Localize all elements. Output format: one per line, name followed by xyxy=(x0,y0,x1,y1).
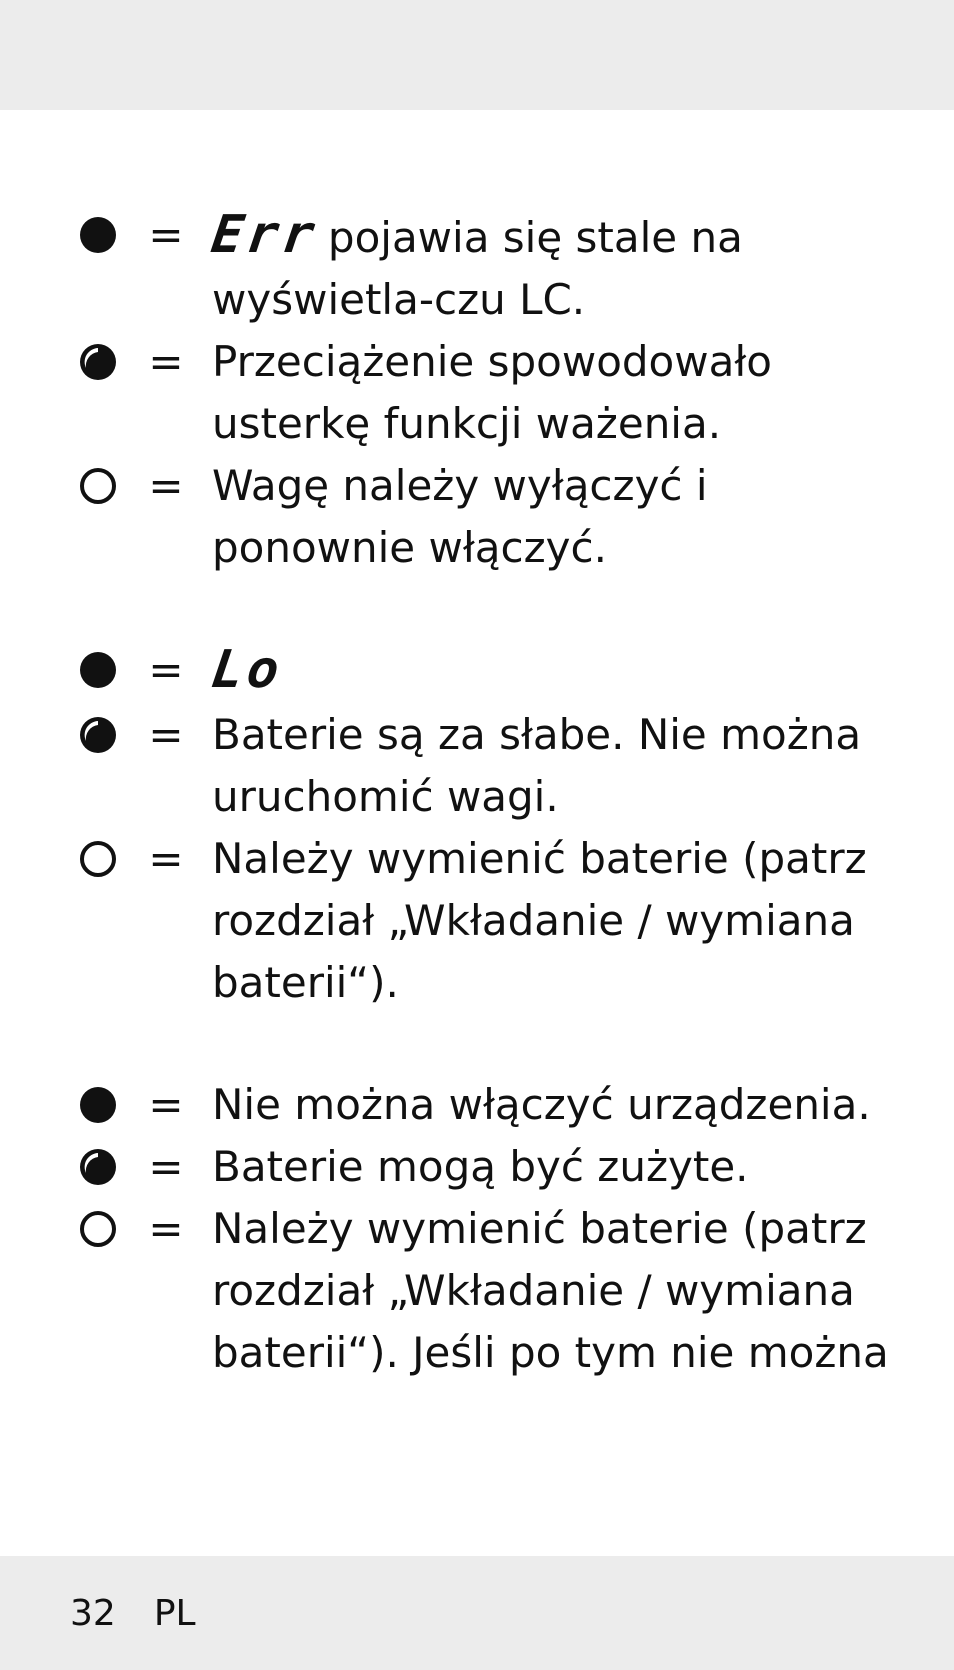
entry-text: Należy wymienić baterie (patrz rozdział „Wkładanie / wymiana baterii“). Jeśli po tym nie można xyxy=(212,1204,889,1377)
equals-sign: = xyxy=(148,210,184,259)
page-footer xyxy=(70,1592,196,1636)
led-off-icon xyxy=(78,1198,120,1260)
symptom-group-err xyxy=(78,204,898,579)
led-blink-icon xyxy=(78,704,120,766)
equals-sign: = xyxy=(148,1080,184,1129)
entry-text xyxy=(207,639,898,704)
led-blink-icon xyxy=(78,1136,120,1198)
entry-text: Nie można włączyć urządzenia. xyxy=(212,1080,871,1129)
language-code: PL xyxy=(153,1593,196,1634)
equals-sign: = xyxy=(148,645,184,694)
led-on-icon xyxy=(78,639,120,701)
entry-row xyxy=(78,1136,898,1198)
led-on-icon xyxy=(78,204,120,266)
troubleshooting-list xyxy=(78,204,898,1444)
entry-text: Baterie są za słabe. Nie można uruchomić wagi. xyxy=(212,710,862,821)
entry-row xyxy=(78,639,898,704)
entry-row xyxy=(78,331,898,455)
symptom-group-no-power xyxy=(78,1074,898,1384)
entry-row xyxy=(78,704,898,828)
equals-sign: = xyxy=(148,337,184,386)
lcd-code: Err xyxy=(207,205,323,265)
entry-text: Przeciążenie spowodowało usterkę funkcji ważenia. xyxy=(212,337,772,448)
entry-row xyxy=(78,204,898,331)
equals-sign: = xyxy=(148,834,184,883)
header-band xyxy=(0,0,954,110)
symptom-group-lo xyxy=(78,639,898,1014)
entry-text: Err pojawia się stale na wyświetla-czu LC. xyxy=(207,205,743,324)
led-on-icon xyxy=(78,1074,120,1136)
entry-text: Należy wymienić baterie (patrz rozdział „Wkładanie / wymiana baterii“). xyxy=(212,834,867,1007)
entry-row xyxy=(78,455,898,579)
entry-row xyxy=(78,828,898,1014)
equals-sign: = xyxy=(148,1142,184,1191)
page-number: 32 xyxy=(70,1593,116,1634)
led-blink-icon xyxy=(78,331,120,393)
equals-sign: = xyxy=(148,461,184,510)
led-off-icon xyxy=(78,828,120,890)
equals-sign: = xyxy=(148,710,184,759)
entry-text: Wagę należy wyłączyć i ponownie włączyć. xyxy=(212,461,708,572)
entry-row xyxy=(78,1198,898,1384)
equals-sign: = xyxy=(148,1204,184,1253)
lcd-code: Lo xyxy=(207,640,287,700)
entry-text: Baterie mogą być zużyte. xyxy=(212,1142,749,1191)
led-off-icon xyxy=(78,455,120,517)
entry-row xyxy=(78,1074,898,1136)
